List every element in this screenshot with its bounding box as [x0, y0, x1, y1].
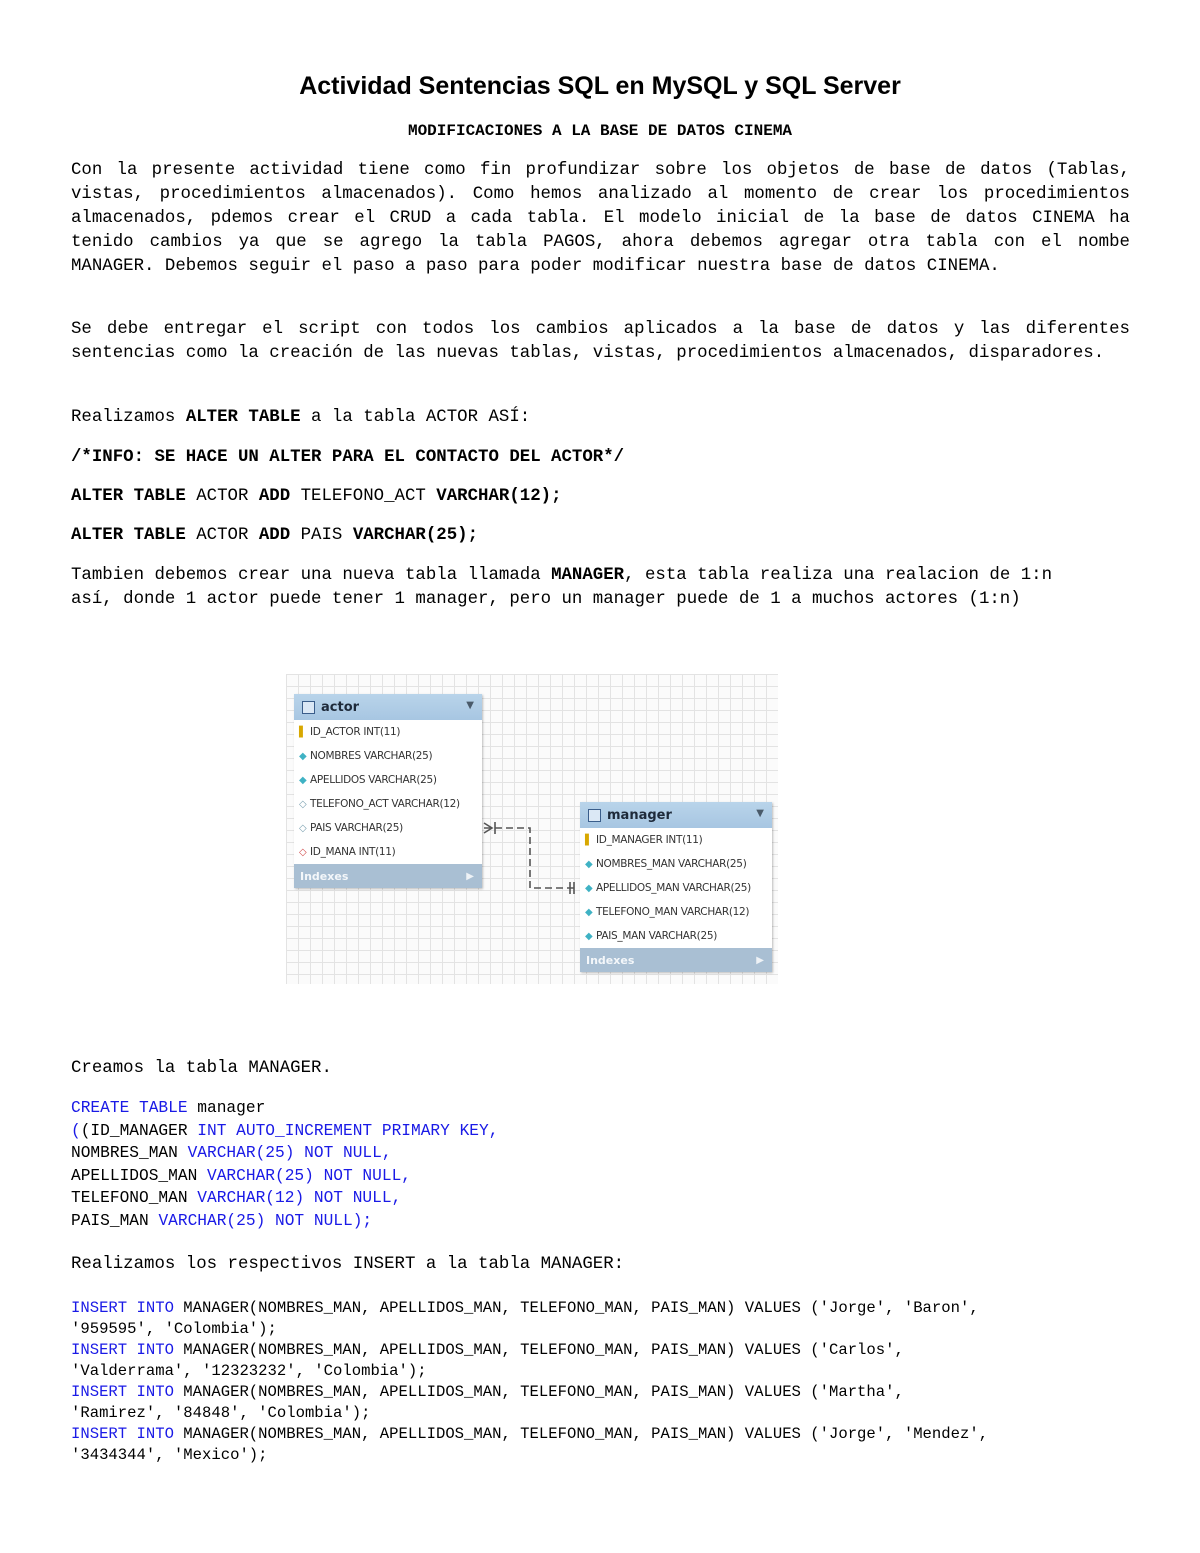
column-row: ◆ APELLIDOS_MAN VARCHAR(25): [585, 882, 751, 894]
nullable-column-icon: ◇: [299, 822, 307, 834]
manager-table-header: [580, 802, 772, 828]
alter-statement-1: ALTER TABLE ACTOR ADD TELEFONO_ACT VARCHAR(12);: [71, 487, 562, 506]
column-diamond-icon: ◆: [299, 750, 307, 762]
alter-comment: /*INFO: SE HACE UN ALTER PARA EL CONTACTO DEL ACTOR*/: [71, 448, 625, 467]
page-title: Actividad Sentencias SQL en MySQL y SQL Server: [299, 72, 901, 100]
nullable-column-icon: ◇: [299, 798, 307, 810]
manager-table: [580, 802, 772, 972]
code-line: CREATE TABLE manager: [71, 1099, 266, 1117]
column-row: ◆ PAIS_MAN VARCHAR(25): [585, 930, 718, 942]
column-diamond-icon: ◆: [585, 930, 593, 942]
insert-statement: INSERT INTO MANAGER(NOMBRES_MAN, APELLIDOS_MAN, TELEFONO_MAN, PAIS_MAN) VALUES ('Carlos',: [71, 1341, 904, 1359]
insert-values-continuation: 'Ramirez', '84848', 'Colombia');: [71, 1404, 371, 1422]
column-row: ◇ PAIS VARCHAR(25): [299, 822, 403, 834]
primary-key-icon: ▌: [299, 726, 307, 738]
column-diamond-icon: ◆: [299, 774, 307, 786]
create-lead: Creamos la tabla MANAGER.: [71, 1059, 332, 1078]
intro-paragraph-1: Con la presente actividad tiene como fin profundizar sobre los objetos de base de datos (Tablas, vistas, procedimientos almacenados). Como hemos analizado al momento de crear los procedimientos almacenados, pdemos crear el CRUD a cada tabla. El modelo inicial de la base de datos CINEMA ha tenido cambios ya que se agrego la tabla PAGOS, ahora debemos agregar otra tabla con el nombe MANAGER. Debemos seguir el paso a paso para poder modificar nuestra base de datos CINEMA.: [71, 161, 1130, 276]
column-row: ◇ TELEFONO_ACT VARCHAR(12): [299, 798, 460, 810]
primary-key-icon: ▌: [585, 834, 593, 846]
code-line: TELEFONO_MAN VARCHAR(12) NOT NULL,: [71, 1189, 402, 1207]
insert-values-continuation: 'Valderrama', '12323232', 'Colombia');: [71, 1362, 427, 1380]
alter-lead: Realizamos ALTER TABLE a la tabla ACTOR ASÍ:: [71, 408, 531, 427]
insert-statement: INSERT INTO MANAGER(NOMBRES_MAN, APELLIDOS_MAN, TELEFONO_MAN, PAIS_MAN) VALUES ('Martha',: [71, 1383, 904, 1401]
column-diamond-icon: ◆: [585, 906, 593, 918]
manager-table-name: manager: [607, 807, 672, 823]
code-line: APELLIDOS_MAN VARCHAR(25) NOT NULL,: [71, 1166, 411, 1185]
insert-values-continuation: '959595', 'Colombia');: [71, 1320, 277, 1338]
er-diagram: [286, 674, 778, 984]
table-icon: [588, 809, 601, 822]
column-row: ▌ ID_ACTOR INT(11): [299, 726, 401, 738]
insert-statement: INSERT INTO MANAGER(NOMBRES_MAN, APELLIDOS_MAN, TELEFONO_MAN, PAIS_MAN) VALUES ('Jorge', 'Mendez',: [71, 1425, 989, 1443]
column-row: ◆ NOMBRES VARCHAR(25): [299, 750, 433, 762]
code-line: PAIS_MAN VARCHAR(25) NOT NULL);: [71, 1211, 373, 1230]
collapse-arrow-icon: ▼: [756, 808, 764, 819]
column-row: ◆ TELEFONO_MAN VARCHAR(12): [585, 906, 750, 918]
column-row: ◆ APELLIDOS VARCHAR(25): [299, 774, 437, 786]
insert-statement: INSERT INTO MANAGER(NOMBRES_MAN, APELLIDOS_MAN, TELEFONO_MAN, PAIS_MAN) VALUES ('Jorge', 'Baron',: [71, 1299, 979, 1317]
actor-table-name: actor: [321, 699, 360, 715]
collapse-arrow-icon: ▼: [466, 700, 474, 711]
section-subtitle: MODIFICACIONES A LA BASE DE DATOS CINEMA: [407, 122, 793, 140]
column-diamond-icon: ◆: [585, 858, 593, 870]
actor-indexes-bar: Indexes ▶: [294, 864, 482, 888]
insert-values-continuation: '3434344', 'Mexico');: [71, 1446, 268, 1464]
expand-arrow-icon: ▶: [466, 870, 474, 882]
manager-indexes-bar: Indexes ▶: [580, 948, 772, 972]
create-table-code: [71, 1097, 1151, 1232]
insert-lead: Realizamos los respectivos INSERT a la tabla MANAGER:: [71, 1255, 625, 1274]
column-row: ▌ ID_MANAGER INT(11): [585, 834, 703, 846]
code-line: NOMBRES_MAN VARCHAR(25) NOT NULL,: [71, 1144, 392, 1162]
column-diamond-icon: ◆: [585, 882, 593, 894]
foreign-key-icon: ◇: [299, 846, 307, 858]
column-row: ◆ NOMBRES_MAN VARCHAR(25): [585, 858, 747, 870]
expand-arrow-icon: ▶: [756, 954, 764, 966]
alter-statement-2: ALTER TABLE ACTOR ADD PAIS VARCHAR(25);: [71, 526, 479, 545]
code-line: ((ID_MANAGER INT AUTO_INCREMENT PRIMARY KEY,: [71, 1121, 499, 1140]
manager-intro: Tambien debemos crear una nueva tabla llamada MANAGER, esta tabla realiza una realacion de 1:n así, donde 1 actor puede tener 1 manager, pero un manager puede de 1 a muchos actores (1:n): [71, 566, 1053, 609]
intro-paragraph-2: Se debe entregar el script con todos los cambios aplicados a la base de datos y las diferentes sentencias como la creación de las nuevas tablas, vistas, procedimientos almacenados, disparadores.: [71, 320, 1130, 363]
column-row: ◇ ID_MANA INT(11): [299, 846, 396, 858]
insert-statements: [71, 1298, 1151, 1466]
